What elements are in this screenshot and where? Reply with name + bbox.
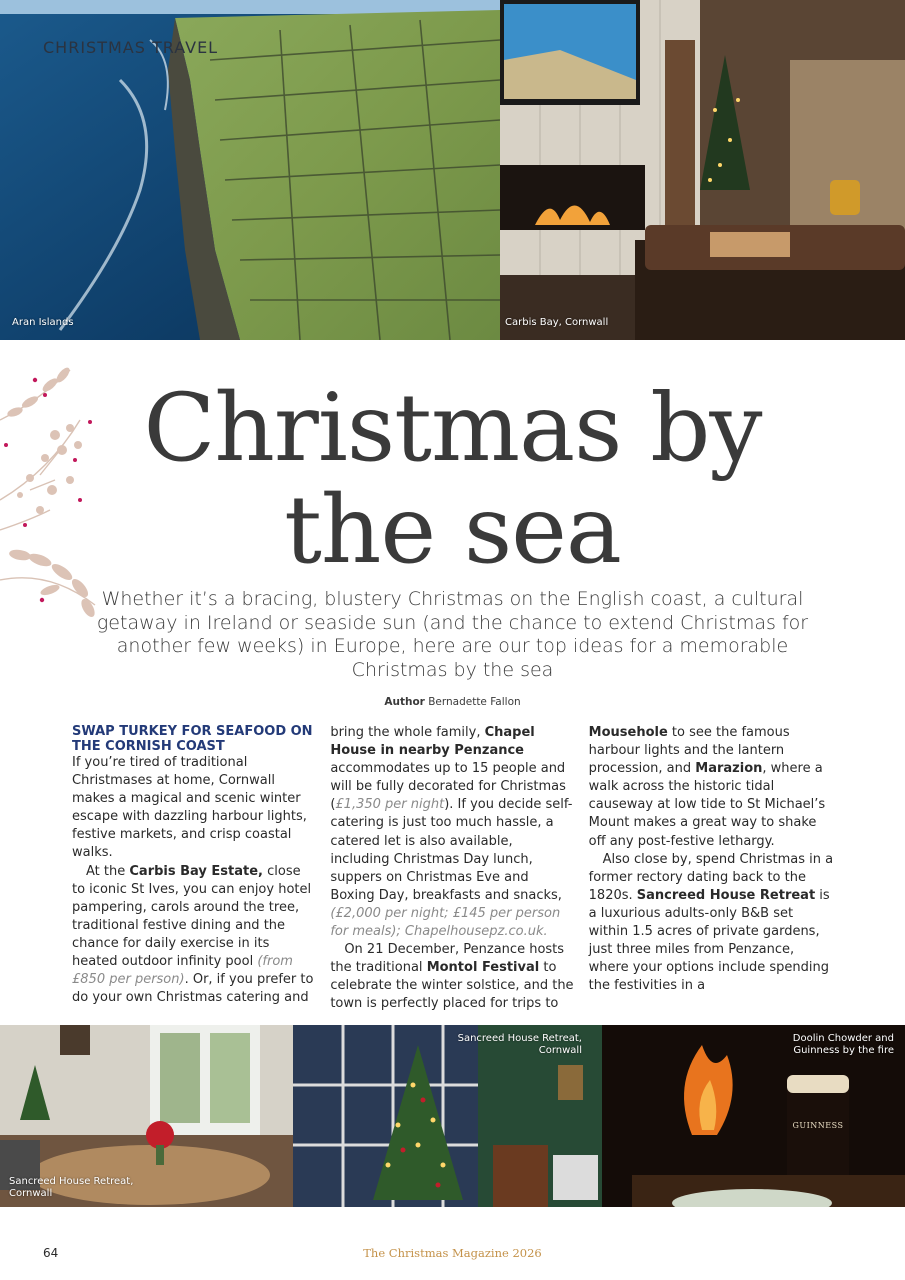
section-label: CHRISTMAS TRAVEL — [43, 38, 219, 57]
article-paragraph: Also close by, spend Christmas in a former rectory dating back to the 1820s. Sancreed House Retreat is a luxurious adults-only B&B set within 1.5 acres of private gardens, just three miles from Penzance, where your options include spending the festivities in a — [588, 851, 834, 994]
byline-name: Bernadette Fallon — [428, 696, 521, 708]
article-paragraph: On 21 December, Penzance hosts the traditional Montol Festival to celebrate the winter solstice, and the town is perfectly placed for trips to Mousehole to see the famous harbour lights and the lantern procession, and Marazion, where a walk across the historic tidal causeway at low tide to St Michael’s Mount makes a great way to shake off any post-festive lethargy. — [330, 725, 826, 1012]
byline — [0, 696, 905, 708]
article-columns — [72, 724, 834, 1014]
title-line-2: the sea — [284, 476, 621, 585]
article-paragraph: At the Carbis Bay Estate, close to iconic St Ives, you can enjoy hotel pampering, carols around the tree, traditional festive dining and the chance for daily exercise in its heated outdoor infinity pool (from £850 per person). Or, if you prefer to do your own Christmas catering and bring the whole family, Chapel House in nearby Penzance accommodates up to 15 people and will be fully decorated for Christmas (£1,350 per night). If you decide self-catering is just too much hassle, a catered let is also available, including Christmas Day lunch, suppers on Christmas Eve and Boxing Day, breakfasts and snacks, (£2,000 per night; £145 per person for meals); Chapelhousepz.co.uk. — [72, 725, 573, 1006]
page-number: 64 — [43, 1246, 59, 1260]
article-subheading: SWAP TURKEY FOR SEAFOOD ON THE CORNISH COAST — [72, 724, 313, 754]
photo-carbis-bay — [500, 0, 905, 340]
guinness-label: GUINNESS — [792, 1121, 844, 1130]
photo-caption: Carbis Bay, Cornwall — [505, 317, 609, 328]
article-title — [0, 374, 905, 585]
article-paragraph: If you’re tired of traditional Christmases at home, Cornwall makes a magical and scenic winter escape with dazzling harbour lights, festive markets, and crisp coastal walks. — [72, 755, 307, 861]
byline-label: Author — [384, 696, 425, 708]
standfirst: Whether it’s a bracing, blustery Christmas on the English coast, a cultural getaway in Ireland or seaside sun (and the chance to extend Christmas for another few weeks) in Europe, here are our top ideas for a memorable Christmas by the sea — [96, 588, 809, 681]
title-line-1: Christmas by — [143, 374, 762, 483]
carbis-bay-illustration — [500, 0, 905, 340]
article-body — [72, 724, 834, 1014]
photo-caption: Sancreed House Retreat, Cornwall — [457, 1033, 582, 1056]
photo-caption: Doolin Chowder and Guinness by the fire — [792, 1033, 894, 1056]
magazine-name: The Christmas Magazine 2026 — [363, 1246, 542, 1260]
photo-caption: Sancreed House Retreat, Cornwall — [9, 1176, 134, 1199]
photo-caption: Aran Islands — [12, 317, 74, 328]
